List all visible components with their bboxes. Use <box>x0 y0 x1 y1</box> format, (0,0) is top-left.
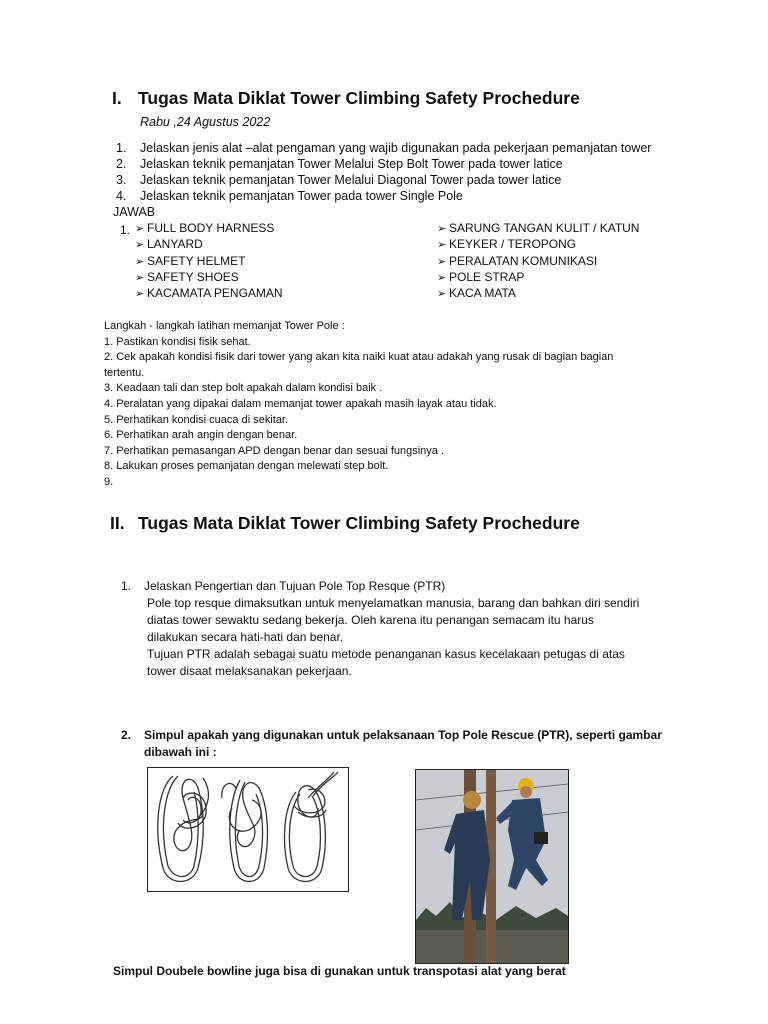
section2-title: Tugas Mata Diklat Tower Climbing Safety Prochedure <box>138 513 580 533</box>
question-text: Jelaskan teknik pemanjatan Tower Melalui Diagonal Tower pada tower latice <box>140 173 562 187</box>
answer-item <box>135 237 203 251</box>
date-line: Rabu ,24 Agustus 2022 <box>140 115 271 129</box>
question-text: Simpul apakah yang digunakan untuk pelaksanaan Top Pole Rescue (PTR), seperti gambar <box>144 728 662 742</box>
answer-text: PERALATAN KOMUNIKASI <box>449 254 598 268</box>
ptr-question <box>121 578 445 595</box>
answer-text: FULL BODY HARNESS <box>147 221 275 235</box>
arrow-bullet-icon: ➢ <box>437 272 447 284</box>
answer-item <box>437 286 516 300</box>
answer-item <box>135 286 283 300</box>
answer-line: diatas tower sewaktu sedang bekerja. Oleh karena itu penangan semacam itu harus <box>147 613 594 627</box>
question-number: 3. <box>116 173 127 187</box>
question-number: 1. <box>121 579 132 593</box>
question-text: Jelaskan jenis alat –alat pengaman yang wajib digunakan pada pekerjaan pemanjatan tower <box>140 141 652 155</box>
answer-text: KEYKER / TEROPONG <box>449 237 577 251</box>
step-line: 6. Perhatikan arah angin dengan benar. <box>104 429 298 442</box>
answer-text: SARUNG TANGAN KULIT / KATUN <box>449 221 640 235</box>
arrow-bullet-icon: ➢ <box>437 256 447 268</box>
section2-heading <box>110 513 580 534</box>
knot-caption: Simpul Doubele bowline juga bisa di gunakan untuk transpotasi alat yang berat <box>113 964 566 978</box>
answer-heading: JAWAB <box>113 205 156 219</box>
step-line: 1. Pastikan kondisi fisik sehat. <box>104 335 251 348</box>
answer-item <box>437 254 597 268</box>
answer-line: tower disaat melaksanakan pekerjaan. <box>147 664 352 678</box>
question-item <box>116 173 561 187</box>
steps-block <box>104 319 613 491</box>
section1-title: Tugas Mata Diklat Tower Climbing Safety Prochedure <box>138 88 580 108</box>
step-line: 3. Keadaan tali dan step bolt apakah dalam kondisi baik . <box>104 382 383 395</box>
answer-line: Tujuan PTR adalah sebagai suatu metode penanganan kasus kecelakaan petugas di atas <box>147 647 625 661</box>
steps-heading: Langkah - langkah latihan memanjat Tower Pole : <box>104 320 345 332</box>
answer-text: SAFETY SHOES <box>147 270 239 284</box>
answer-number: 1. <box>120 223 131 237</box>
arrow-bullet-icon: ➢ <box>437 288 447 300</box>
knot-diagram <box>147 767 349 892</box>
answer-item <box>135 254 245 268</box>
section1-number: I. <box>112 88 122 108</box>
answer-text: KACAMATA PENGAMAN <box>147 286 283 300</box>
step-line: 2. Cek apakah kondisi fisik dari tower yang akan kita naiki kuat atau adakah yang rusak di bagian bagian <box>104 351 614 364</box>
answer-item <box>135 270 239 284</box>
question-text: Jelaskan teknik pemanjatan Tower pada tower Single Pole <box>140 189 463 203</box>
arrow-bullet-icon: ➢ <box>135 272 145 284</box>
rescue-photo <box>415 769 569 964</box>
arrow-bullet-icon: ➢ <box>135 288 145 300</box>
answer-text: KACA MATA <box>449 286 516 300</box>
answer-line: dilakukan secara hati-hati dan benar. <box>147 630 344 644</box>
section1-heading <box>112 88 580 109</box>
answer-item <box>135 221 274 235</box>
arrow-bullet-icon: ➢ <box>437 239 447 251</box>
step-line: 8. Lakukan proses pemanjatan dengan melewati step bolt. <box>104 460 389 473</box>
question-number: 4. <box>116 189 127 203</box>
answer-text: SAFETY HELMET <box>147 254 246 268</box>
answer-item <box>437 237 576 251</box>
answer-line: Pole top resque dimaksutkan untuk menyelamatkan manusia, barang dan bahkan diri sendiri <box>147 596 640 610</box>
question-item <box>116 189 463 203</box>
step-line: 4. Peralatan yang dipakai dalam memanjat tower apakah masih layak atau tidak. <box>104 397 497 410</box>
arrow-bullet-icon: ➢ <box>437 223 447 235</box>
step-line: 5. Perhatikan kondisi cuaca di sekitar. <box>104 413 289 426</box>
question-item <box>116 157 563 171</box>
answer-item <box>437 270 524 284</box>
question-number: 2. <box>121 728 132 742</box>
step-line: 9. <box>104 475 114 488</box>
answer-item <box>437 221 639 235</box>
question-item <box>116 141 651 155</box>
answer-text: LANYARD <box>147 237 203 251</box>
arrow-bullet-icon: ➢ <box>135 223 145 235</box>
arrow-bullet-icon: ➢ <box>135 256 145 268</box>
question-text: Jelaskan teknik pemanjatan Tower Melalui Step Bolt Tower pada tower latice <box>140 157 563 171</box>
knot-question-cont: dibawah ini : <box>144 745 217 759</box>
section2-number: II. <box>110 513 125 533</box>
question-number: 2. <box>116 157 127 171</box>
knot-question <box>121 727 662 744</box>
question-number: 1. <box>116 141 127 155</box>
ptr-answer <box>147 595 639 680</box>
arrow-bullet-icon: ➢ <box>135 239 145 251</box>
question-text: Jelaskan Pengertian dan Tujuan Pole Top Resque (PTR) <box>144 579 446 593</box>
answer-text: POLE STRAP <box>449 270 525 284</box>
step-line: tertentu. <box>104 366 145 379</box>
step-line: 7. Perhatikan pemasangan APD dengan benar dan sesuai fungsinya . <box>104 444 445 457</box>
